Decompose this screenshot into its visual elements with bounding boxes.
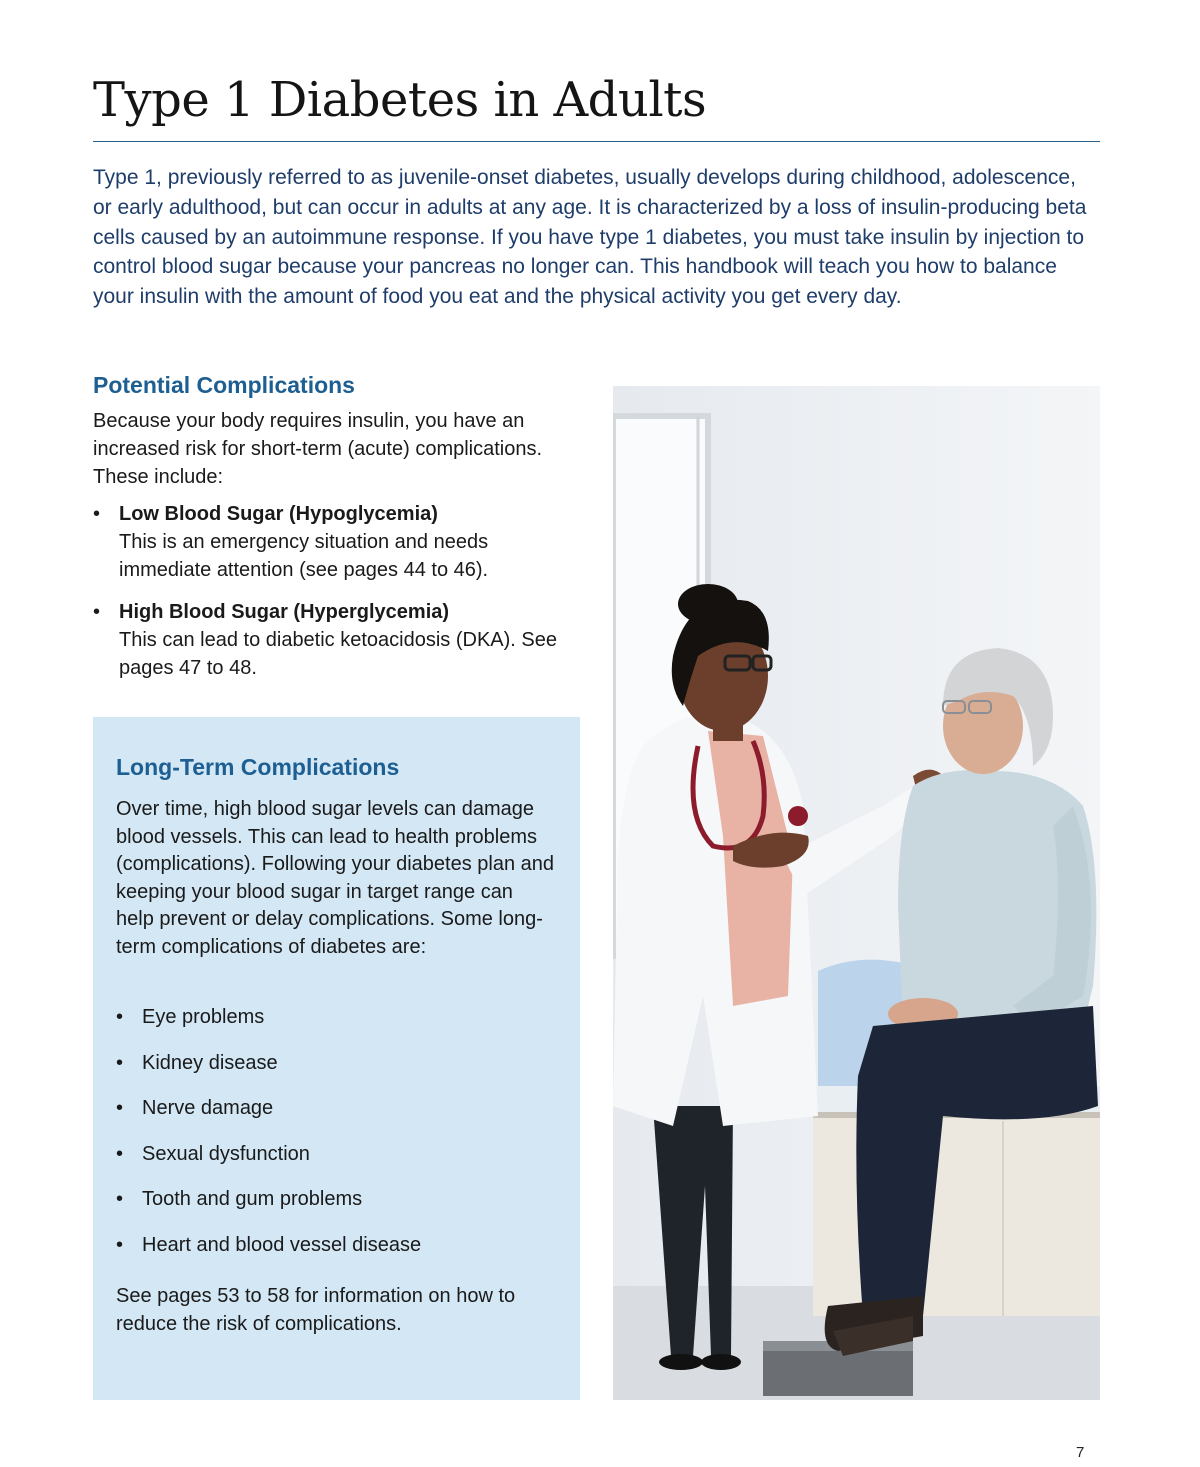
long-term-complications-heading: Long-Term Complications — [116, 754, 400, 780]
list-item: • Heart and blood vessel disease — [116, 1231, 556, 1277]
list-item-title: • Low Blood Sugar (Hypoglycemia) — [119, 503, 438, 525]
list-item: • Tooth and gum problems — [116, 1185, 556, 1231]
acute-complications-list — [93, 500, 573, 696]
long-term-complications-footer: See pages 53 to 58 for information on how to reduce the risk of complications. — [116, 1285, 516, 1335]
intro-paragraph: Type 1, previously referred to as juvenile-onset diabetes, usually develops during childhood, adolescence, or early adulthood, but can occur in adults at any age. It is characterized by a loss of insulin-producing beta cells caused by an autoimmune response. If you have type 1 diabetes, you must take insulin by injection to control blood sugar because your pancreas no longer can. This handbook will teach you how to balance your insulin with the amount of food you eat and the physical activity you get every day. — [93, 166, 1087, 309]
list-item — [93, 500, 573, 584]
list-item: • Sexual dysfunction — [116, 1140, 556, 1186]
potential-complications-heading: Potential Complications — [93, 372, 355, 398]
long-term-complications-box — [93, 717, 580, 1400]
list-item: • Nerve damage — [116, 1094, 556, 1140]
title-divider — [93, 141, 1100, 142]
list-item: • Kidney disease — [116, 1049, 556, 1095]
list-item — [93, 598, 573, 682]
long-term-complications-list — [116, 1003, 556, 1276]
list-item-title: • High Blood Sugar (Hyperglycemia) — [119, 601, 450, 623]
list-item-description: This can lead to diabetic ketoacidosis (DKA). See pages 47 to 48. — [119, 629, 557, 679]
potential-complications-intro: Because your body requires insulin, you have an increased risk for short-term (acute) complications. These include: — [93, 410, 543, 488]
list-item: • Eye problems — [116, 1003, 556, 1049]
list-item-description: This is an emergency situation and needs immediate attention (see pages 44 to 46). — [119, 531, 489, 581]
long-term-complications-body: Over time, high blood sugar levels can damage blood vessels. This can lead to health problems (complications). Following your diabetes plan and keeping your blood sugar in target range can help prevent or delay complications. Some long-term complications of diabetes are: — [116, 798, 555, 958]
page-number: 7 — [1076, 1444, 1085, 1461]
doctor-patient-photo — [613, 386, 1100, 1400]
page-title: Type 1 Diabetes in Adults — [93, 72, 707, 128]
